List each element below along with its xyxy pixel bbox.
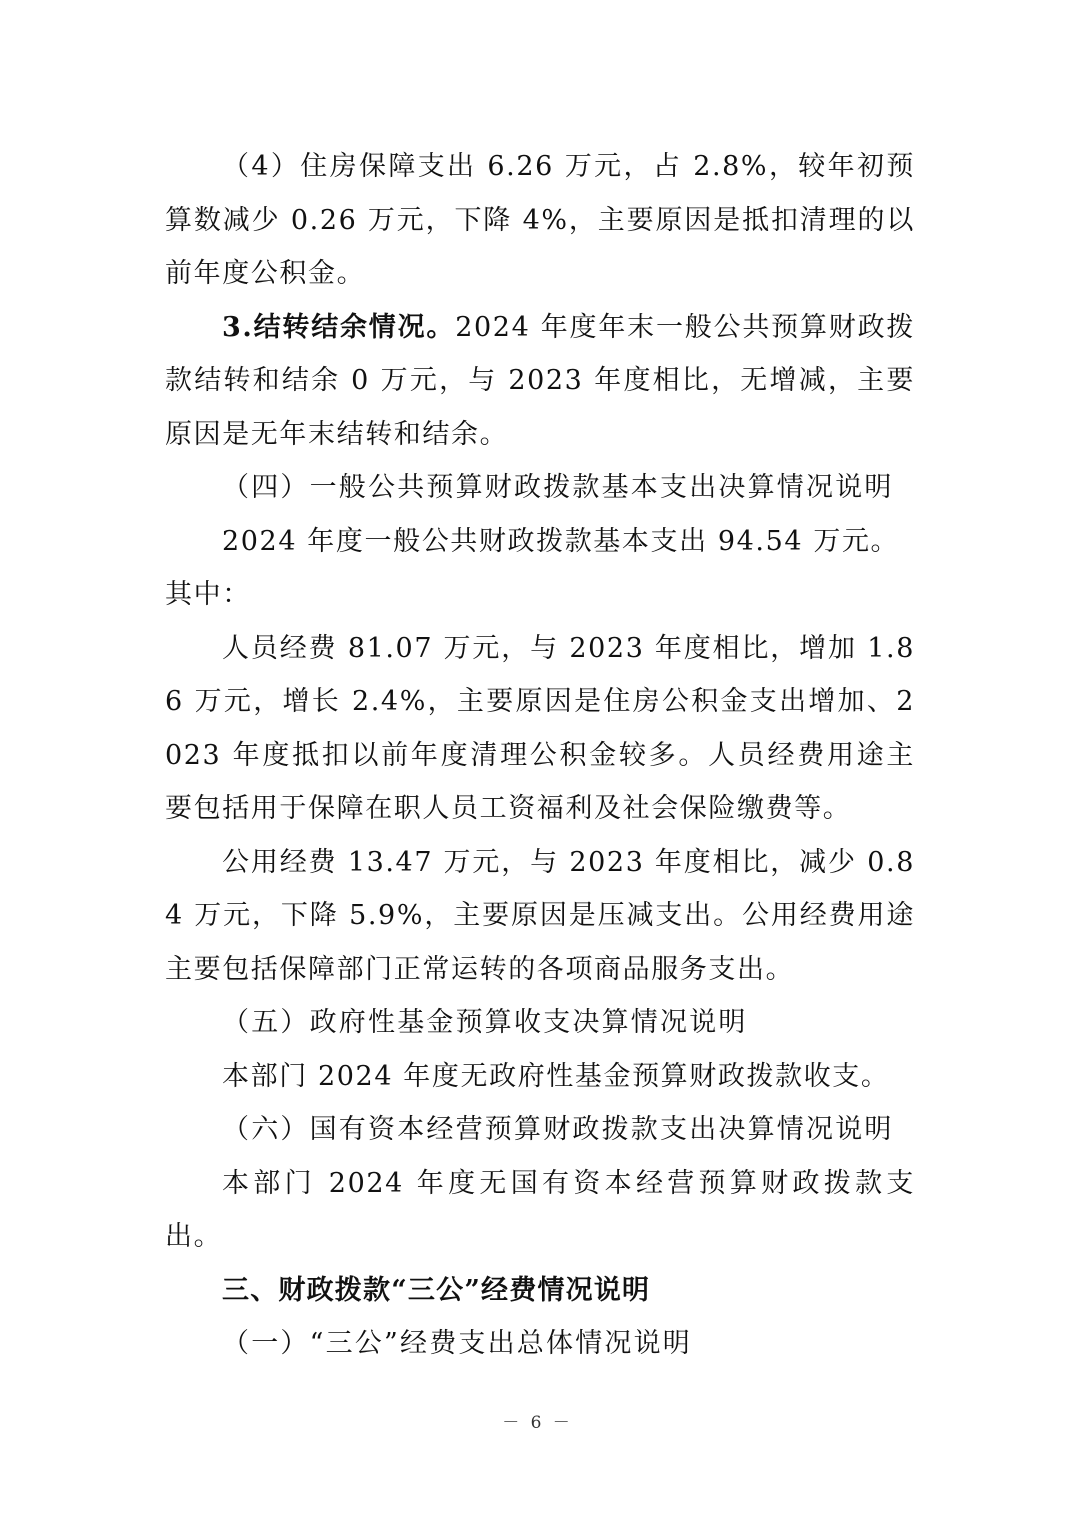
- paragraph-carryover-balance: [165, 301, 915, 462]
- paragraph-personnel-funds: 人员经费 81.07 万元，与 2023 年度相比，增加 1.86 万元，增长 2.4%，主要原因是住房公积金支出增加、2023 年度抵扣以前年度清理公积金较多。人员经费用途主要包括用于保障在职人员工资福利及社会保险缴费等。: [165, 632, 915, 824]
- paragraph-public-funds: 公用经费 13.47 万元，与 2023 年度相比，减少 0.84 万元，下降 5.9%，主要原因是压减支出。公用经费用途主要包括保障部门正常运转的各项商品服务支出。: [165, 846, 915, 985]
- section-heading-state-capital: （六）国有资本经营预算财政拨款支出决算情况说明: [222, 1114, 894, 1145]
- paragraph-among-them: 其中：: [165, 579, 251, 610]
- section-heading-government-fund: （五）政府性基金预算收支决算情况说明: [222, 1007, 748, 1038]
- paragraph-housing-expenditure: （4）住房保障支出 6.26 万元，占 2.8%，较年初预算数减少 0.26 万元，下降 4%，主要原因是抵扣清理的以前年度公积金。: [165, 151, 915, 289]
- document-body: [165, 140, 915, 1371]
- page-number: － 6 －: [502, 1413, 573, 1433]
- paragraph-government-fund: 本部门 2024 年度无政府性基金预算财政拨款收支。: [222, 1060, 890, 1092]
- paragraph-state-capital: 本部门 2024 年度无国有资本经营预算财政拨款支出。: [165, 1167, 915, 1252]
- section-heading-three-public-overall: （一）“三公”经费支出总体情况说明: [222, 1328, 693, 1359]
- paragraph-carryover-text: 2024 年度年末一般公共预算财政拨款结转和结余 0 万元，与 2023 年度相比，无增减，主要原因是无年末结转和结余。: [165, 311, 915, 450]
- section-heading-three-public: 三、财政拨款“三公”经费情况说明: [222, 1274, 651, 1306]
- paragraph-basic-expenditure-total: 2024 年度一般公共财政拨款基本支出 94.54 万元。: [222, 525, 900, 557]
- section-heading-basic-expenditure: （四）一般公共预算财政拨款基本支出决算情况说明: [222, 472, 894, 503]
- paragraph-lead-heading: 3.结转结余情况。: [222, 311, 456, 343]
